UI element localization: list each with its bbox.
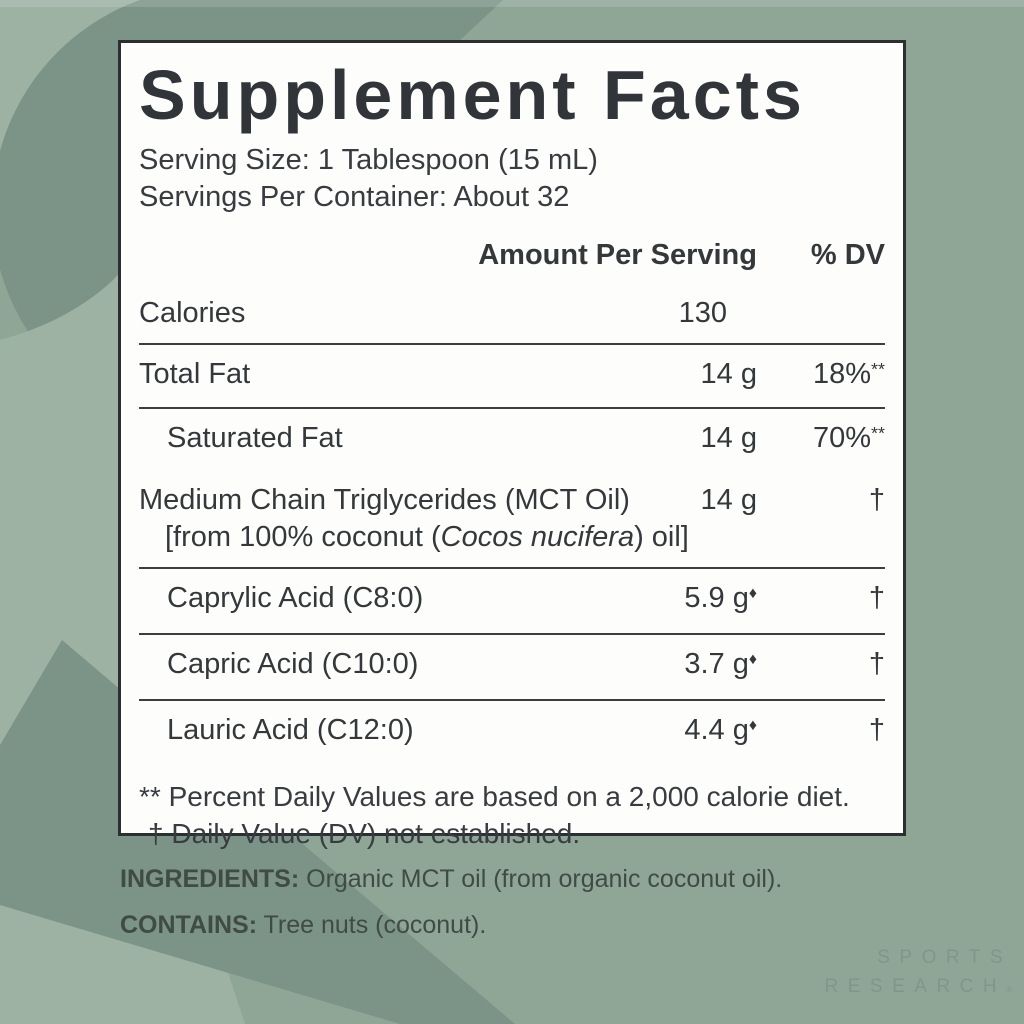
row-amount: 4.4 g♦ [684, 713, 757, 746]
row-dv: † [868, 581, 885, 614]
row-amount: 14 g [700, 421, 757, 454]
diamond-marker: ♦ [748, 585, 757, 603]
table-row-total-fat [139, 345, 885, 409]
table-row-caprylic-acid [139, 569, 885, 635]
table-header-row [139, 228, 885, 284]
row-label: Total Fat [139, 357, 251, 390]
brand-watermark [825, 943, 1012, 1004]
row-dv: 70%** [812, 421, 885, 454]
footnote-dv-not-established: † Daily Value (DV) not established. [148, 817, 581, 849]
ingredients-section [120, 864, 910, 956]
row-label: Capric Acid (C10:0) [167, 647, 419, 680]
row-dv: † [868, 647, 885, 680]
row-label: Calories [139, 296, 246, 329]
row-label: Caprylic Acid (C8:0) [167, 581, 424, 614]
contains-text: Tree nuts (coconut). [257, 911, 487, 939]
footnote-daily-values: ** Percent Daily Values are based on a 2,000 calorie diet. [139, 780, 850, 812]
row-amount: 5.9 g♦ [684, 581, 757, 614]
mct-label-line2: [from 100% coconut (Cocos nucifera) oil] [165, 520, 689, 553]
row-amount: 130 [678, 296, 727, 329]
watermark-research: RESEARCH® [824, 976, 1012, 997]
watermark-sports: SPORTS [877, 947, 1012, 968]
table-row-capric-acid [139, 635, 885, 701]
table-row-saturated-fat [139, 409, 885, 471]
ingredients-line [120, 864, 910, 894]
row-amount: 3.7 g♦ [684, 647, 757, 680]
mct-label-line1: Medium Chain Triglycerides (MCT Oil) [139, 483, 630, 516]
row-amount: 14 g [700, 357, 757, 390]
table-row-mct [139, 471, 885, 569]
background-top-strip [0, 0, 1024, 7]
serving-size: Serving Size: 1 Tablespoon (15 mL) [139, 143, 598, 176]
table-row-calories [139, 284, 885, 345]
ingredients-label: INGREDIENTS: [120, 865, 300, 893]
supplement-facts-panel [118, 40, 906, 849]
contains-label: CONTAINS: [120, 911, 258, 939]
row-label: Saturated Fat [167, 421, 343, 454]
panel-title: Supplement Facts [139, 56, 806, 134]
dv-asterisks: ** [871, 422, 885, 443]
botanical-name: Cocos nucifera [440, 520, 635, 553]
servings-per-container: Servings Per Container: About 32 [139, 180, 570, 213]
registered-trademark-icon: ® [1006, 985, 1012, 994]
row-dv: † [868, 713, 885, 746]
footnotes [139, 778, 885, 852]
dv-asterisks: ** [871, 358, 885, 379]
header-amount-per-serving: Amount Per Serving [478, 238, 757, 271]
diamond-marker: ♦ [748, 717, 757, 735]
row-label [139, 483, 699, 554]
row-dv: † [868, 483, 885, 516]
row-dv: 18%** [812, 357, 885, 390]
diamond-marker: ♦ [748, 651, 757, 669]
contains-line [120, 910, 910, 940]
table-row-lauric-acid [139, 701, 885, 765]
row-amount: 14 g [700, 483, 757, 516]
ingredients-text: Organic MCT oil (from organic coconut oil). [299, 865, 783, 893]
header-percent-dv: % DV [810, 238, 885, 271]
row-label: Lauric Acid (C12:0) [167, 713, 414, 746]
